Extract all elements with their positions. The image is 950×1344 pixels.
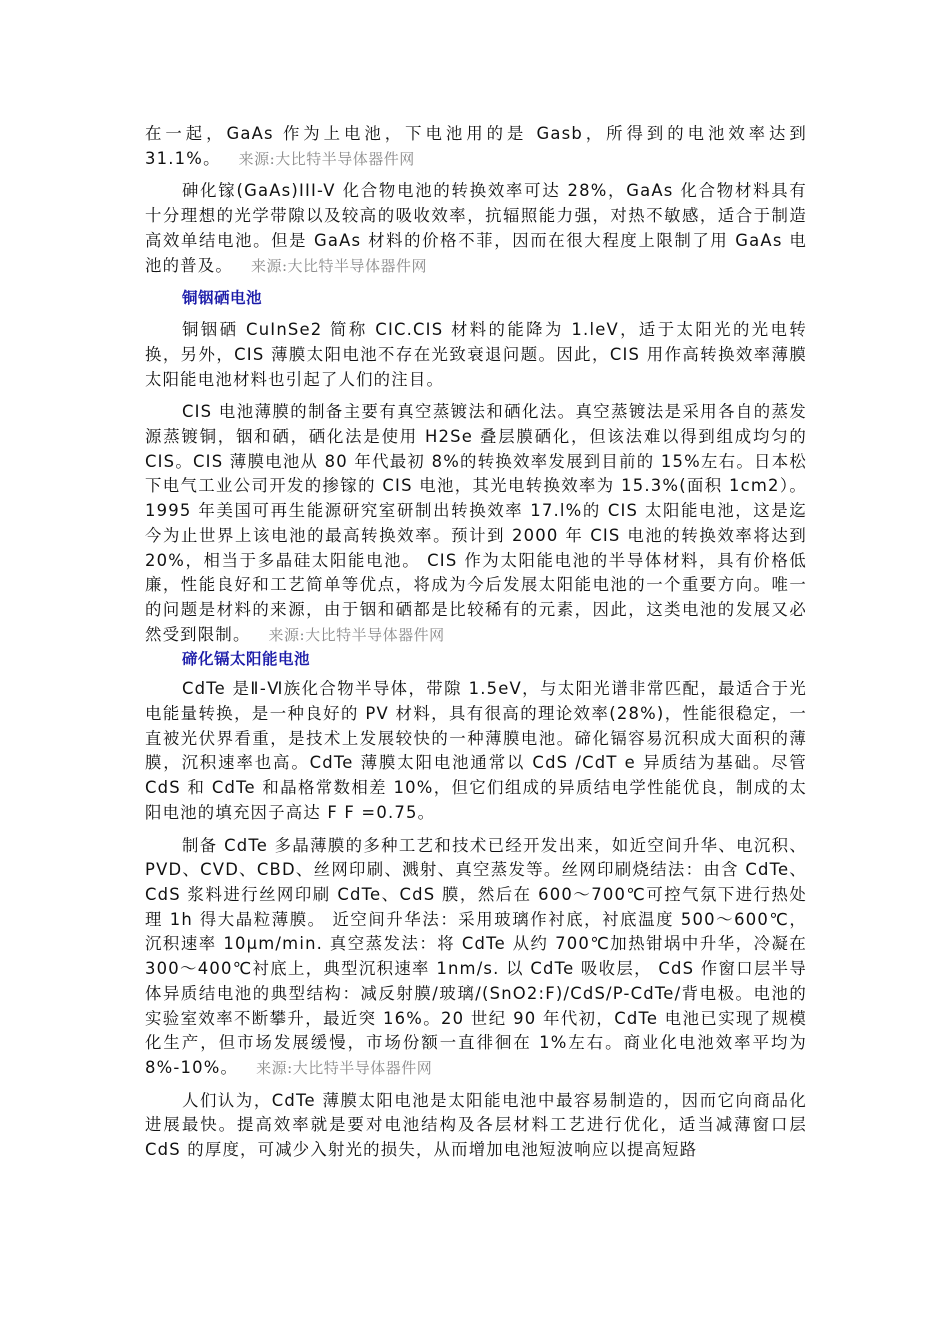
source-tag: 来源:大比特半导体器件网 [256,1058,433,1077]
paragraph-cis-intro: 铜铟硒 CuInSe2 简称 CIC.CIS 材料的能降为 1.leV，适于太阳光的光电转换，另外，CIS 薄膜太阳电池不存在光致衰退问题。因此，CIS 用作高转换效率薄膜太阳能电池材料也引起了人们的注目。 [145,320,807,389]
document-page [145,122,807,1163]
source-tag: 来源:大比特半导体器件网 [250,256,428,275]
paragraph-cis-prep: CIS 电池薄膜的制备主要有真空蒸镀法和硒化法。真空蒸镀法是采用各自的蒸发源蒸镀铜，铟和硒，硒化法是使用 H2Se 叠层膜硒化，但该法难以得到组成均匀的 CIS。CIS 薄膜电池从 80 年代最初 8%的转换效率发展到目前的 15%左右。日本松下电气工业公司开发的掺镓的 CIS 电池，其光电转换效率为 15.3%(面积 1cm2）。1995 年美国可再生能源研究室研制出转换效率 17.l%的 CIS 太阳能电池，这是迄今为止世界上该电池的最高转换效率。预计到 2000 年 CIS 电池的转换效率将达到 20%，相当于多晶硅太阳能电池。 CIS 作为太阳能电池的半导体材料，具有价格低廉，性能良好和工艺简单等优点，将成为今后发展太阳能电池的一个重要方向。唯一的问题是材料的来源，由于铟和硒都是比较稀有的元素，因此，这类电池的发展又必然受到限制。 来源:大比特半导体器件网 [145,402,807,644]
section-heading-cdte: 碲化镉太阳能电池 [182,650,311,669]
paragraph-cdte-prep: 制备 CdTe 多晶薄膜的多种工艺和技术已经开发出来，如近空间升华、电沉积、PVD、CVD、CBD、丝网印刷、溅射、真空蒸发等。丝网印刷烧结法：由含 CdTe、CdS 浆料进行丝网印刷 CdTe、CdS 膜，然后在 600～700℃可控气氛下进行热处理 1h 得大晶粒薄膜。 近空间升华法：采用玻璃作衬底，衬底温度 500～600℃，沉积速率 10μm/min. 真空蒸发法：将 CdTe 从约 700℃加热钳埚中升华，冷凝在 300～400℃衬底上，典型沉积速率 1nm/s. 以 CdTe 吸收层， CdS 作窗口层半导体异质结电池的典型结构：减反射膜/玻璃/(SnO2:F)/CdS/P-CdTe/背电极。电池的实验室效率不断攀升，最近突 16%。20 世纪 90 年代初，CdTe 电池已实现了规模化生产，但市场发展缓慢，市场份额一直徘徊在 1%左右。商业化电池效率平均为 8%-10%。 来源:大比特半导体器件网 [145,835,807,1077]
paragraph-gaas: 砷化镓(GaAs)III-V 化合物电池的转换效率可达 28%，GaAs 化合物材料具有十分理想的光学带隙以及较高的吸收效率，抗辐照能力强，对热不敏感，适合于制造高效单结电池。但是 GaAs 材料的价格不菲，因而在很大程度上限制了用 GaAs 电池的普及。 来源:大比特半导体器件网 [145,181,807,275]
paragraph-cdte-intro: CdTe 是Ⅱ-Ⅵ族化合物半导体，带隙 1.5eV，与太阳光谱非常匹配，最适合于光电能量转换，是一种良好的 PV 材料，具有很高的理论效率(28%)，性能很稳定，一直被光伏界看重，是技术上发展较快的一种薄膜电池。碲化镉容易沉积成大面积的薄膜，沉积速率也高。CdTe 薄膜太阳电池通常以 CdS /CdT e 异质结为基础。尽管 CdS 和 CdTe 和晶格常数相差 10%，但它们组成的异质结电学性能优良，制成的太阳电池的填充因子高达 F F =0.75。 [145,679,807,822]
paragraph-cdte-outlook: 人们认为，CdTe 薄膜太阳电池是太阳能电池中最容易制造的，因而它向商品化进展最快。提高效率就是要对电池结构及各层材料工艺进行优化，适当减薄窗口层 CdS 的厚度，可减少入射光的损失，从而增加电池短波响应以提高短路 [145,1090,807,1160]
section-heading-cis: 铜铟硒电池 [182,289,263,308]
paragraph-gaas-tandem: 在一起，GaAs 作为上电池，下电池用的是 Gasb，所得到的电池效率达到 31.1%。 来源:大比特半导体器件网 [145,124,807,168]
source-tag: 来源:大比特半导体器件网 [238,149,415,168]
source-tag: 来源:大比特半导体器件网 [268,625,445,644]
